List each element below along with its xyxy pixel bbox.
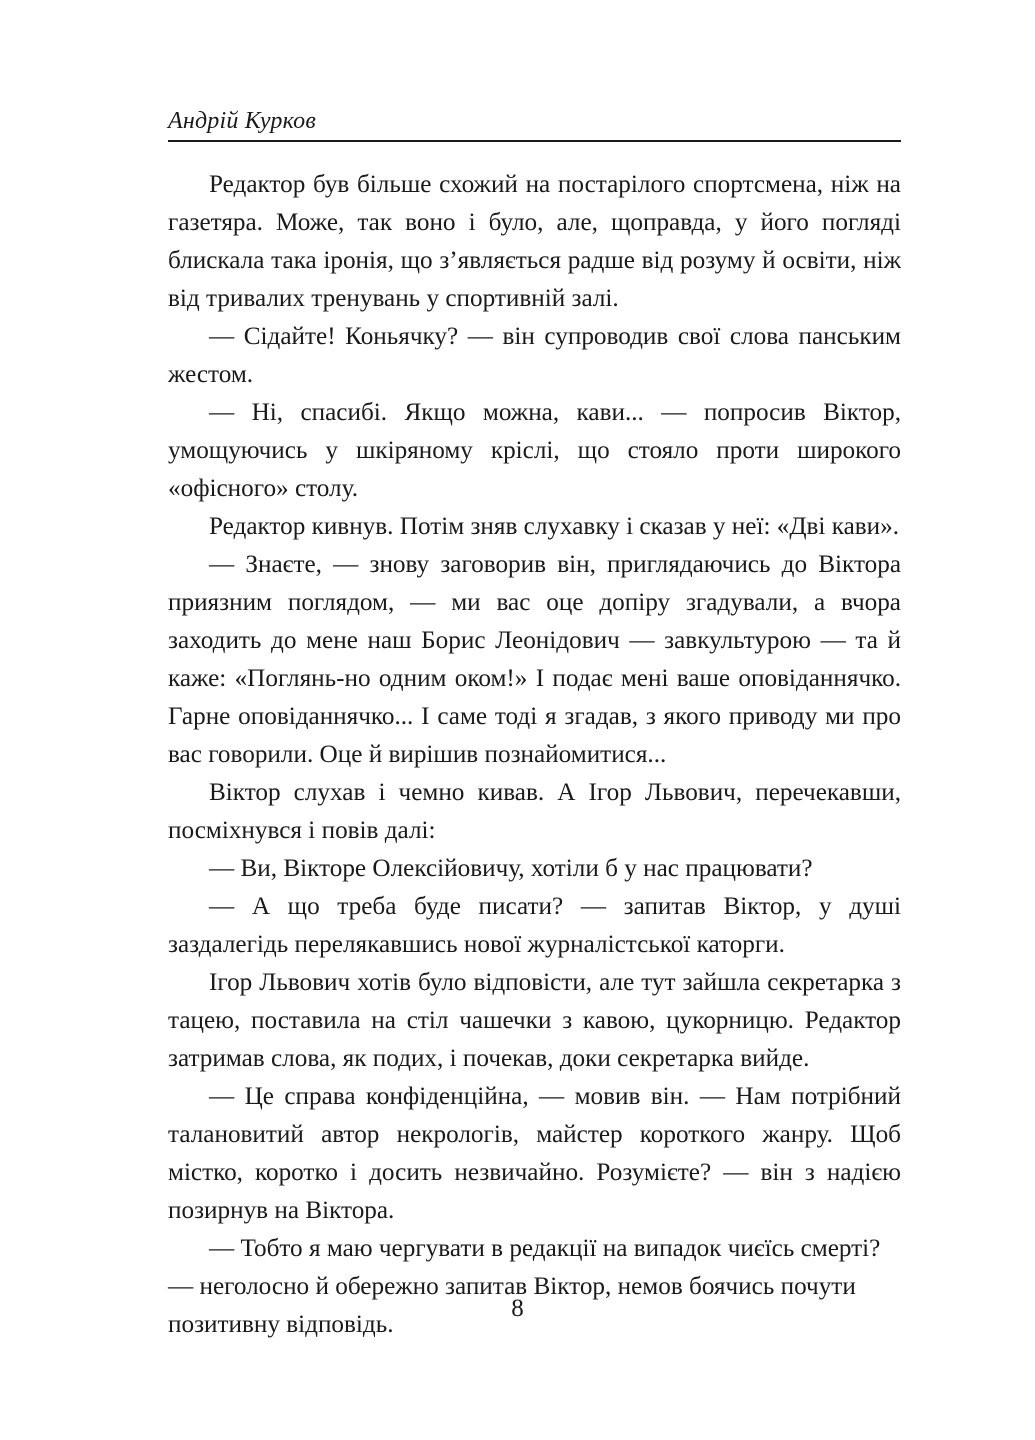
- paragraph: — Ні, спасибі. Якщо можна, кави... — попросив Віктор, умощуючись у шкіряному кріслі, що стояло проти широкого «офісного» столу.: [168, 398, 901, 502]
- body-text-block: [168, 166, 901, 1344]
- paragraph: — А що треба буде писати? — запитав Віктор, у душі заздалегідь перелякавшись нової журналістської каторги.: [168, 892, 901, 958]
- paragraph: Ігор Львович хотів було відповісти, але тут зайшла секретарка з тацею, поставила на стіл чашечки з кавою, цукорницю. Редактор затримав слова, як подих, і почекав, доки секретарка вийде.: [168, 968, 901, 1072]
- paragraph: — Ви, Вікторе Олексійовичу, хотіли б у нас працювати?: [209, 854, 813, 882]
- running-head-author: Андрій Курков: [168, 108, 316, 134]
- paragraph: Редактор був більше схожий на постарілого спортсмена, ніж на газетяра. Може, так воно і було, але, щоправда, у його погляді блискала така іронія, що з’являється радше від розуму й освіти, ніж від тривалих тренувань у спортивній залі.: [168, 170, 901, 312]
- header-divider-rule: [168, 140, 901, 142]
- paragraph: — Це справа конфіденційна, — мовив він. — Нам потрібний талановитий автор некрологів, майстер короткого жанру. Щоб містко, коротко і досить незвичайно. Розумієте? — він з надією позирнув на Віктора.: [168, 1082, 901, 1224]
- paragraph: — Сідайте! Коньячку? — він супроводив свої слова панським жестом.: [168, 322, 901, 388]
- paragraph: — Знаєте, — знову заговорив він, приглядаючись до Віктора приязним поглядом, — ми вас оце допіру згадували, а вчора заходить до мене наш Борис Леонідович — завкультурою — та й каже: «Поглянь-но одним оком!» І подає мені ваше оповіданнячко. Гарне оповіданнячко... І саме тоді я згадав, з якого приводу ми про вас говорили. Оце й вирішив познайомитися...: [168, 550, 901, 768]
- paragraph: — Тобто я маю чергувати в редакції на випадок чиєїсь смерті? — неголосно й обережно запитав Віктор, немов боячись почути позитивну відповідь.: [168, 1234, 881, 1338]
- paragraph: Редактор кивнув. Потім зняв слухавку і сказав у неї: «Дві кави».: [209, 512, 900, 540]
- page-content: [168, 108, 901, 1344]
- page-number: 8: [511, 1295, 524, 1322]
- paragraph: Віктор слухав і чемно кивав. А Ігор Львович, перечекавши, посміхнувся і повів далі:: [168, 778, 901, 844]
